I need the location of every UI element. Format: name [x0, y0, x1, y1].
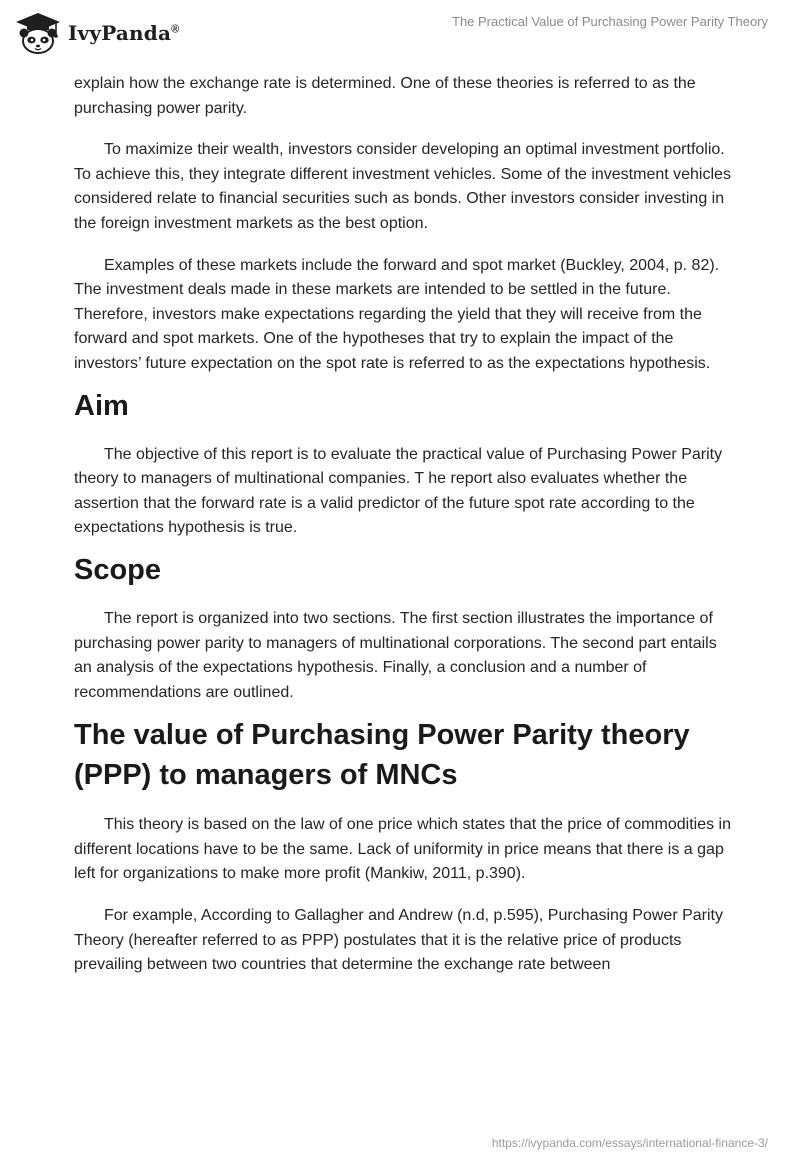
paragraph-forward-spot-markets: Examples of these markets include the forward and spot market (Buckley, 2004, p. 82). The investment deals made in these markets are intended to be settled in the future. Therefore, investors make expectations regarding the yield that they will receive from the forward and spot markets. One of the hypotheses that try to explain the impact of the investors’ future expectation on the spot rate is referred to as the expectations hypothesis.: [74, 256, 720, 372]
paragraph-investment-portfolio: To maximize their wealth, investors consider developing an optimal investment portfolio. To achieve this, they integrate different investment vehicles. Some of the investment vehicles considered relate to financial securities such as bonds. Other investors consider investing in the foreign investment markets as the best option.: [74, 141, 731, 232]
panda-graduation-cap-icon: [14, 11, 62, 55]
document-title: The Practical Value of Purchasing Power Parity Theory: [452, 14, 768, 29]
brand-logo[interactable]: [14, 8, 179, 58]
paragraph-scope: The report is organized into two sections. The first section illustrates the importance of purchasing power parity to managers of multinational corporations. The second part entails an analysis of the expectations hypothesis. Finally, a conclusion and a number of recommendations are outlined.: [74, 609, 717, 701]
essay-content: [74, 72, 734, 978]
paragraph-aim: The objective of this report is to evaluate the practical value of Purchasing Power Parity theory to managers of multinational companies. T he report also evaluates whether the assertion that the forward rate is a valid predictor of the future spot rate according to the expectations hypothesis is true.: [74, 445, 723, 537]
heading-scope: Scope: [74, 553, 162, 586]
source-url[interactable]: https://ivypanda.com/essays/international-finance-3/: [491, 1136, 768, 1150]
paragraph-intro-continued: explain how the exchange rate is determined. One of these theories is referred to as the purchasing power parity.: [74, 75, 696, 117]
paragraph-law-of-one-price: This theory is based on the law of one price which states that the price of commodities in different locations have to be the same. Lack of uniformity in price means that there is a gap left for organizations to make more profit (Mankiw, 2011, p.390).: [74, 816, 731, 883]
page-header: [0, 0, 800, 72]
heading-ppp-value: The value of Purchasing Power Parity theory (PPP) to managers of MNCs: [74, 719, 690, 792]
paragraph-ppp-definition: For example, According to Gallagher and Andrew (n.d, p.595), Purchasing Power Parity Theory (hereafter referred to as PPP) postulates that it is the relative price of products prevailing between two countries that determine the exchange rate between: [74, 907, 723, 974]
brand-name: IvyPanda®: [68, 21, 180, 45]
heading-aim: Aim: [74, 389, 129, 422]
registered-mark: ®: [171, 23, 180, 36]
